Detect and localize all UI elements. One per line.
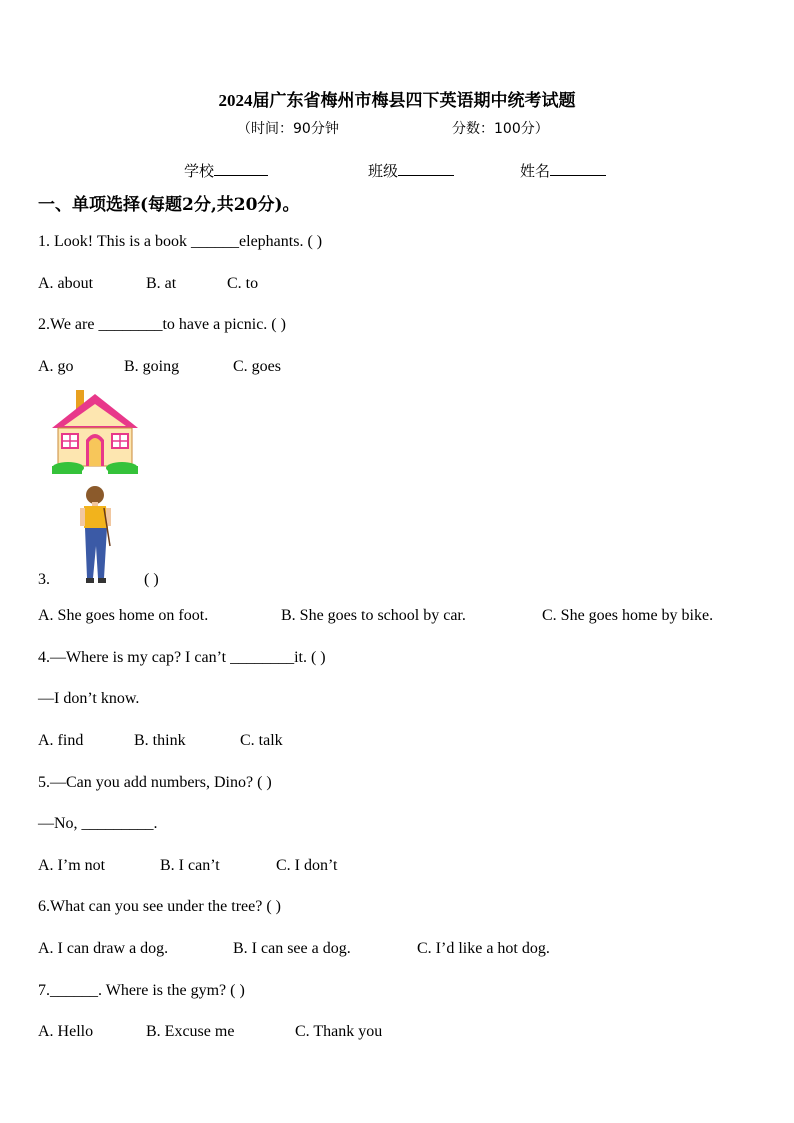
house-image: [50, 388, 140, 478]
question-7: 7.______. Where is the gym? ( ): [38, 982, 245, 999]
class-blank[interactable]: [398, 161, 454, 176]
school-label: 学校: [184, 162, 215, 180]
q4-option-c[interactable]: C. talk: [240, 732, 283, 749]
q7-option-a[interactable]: A. Hello: [38, 1023, 94, 1040]
girl-pants: [85, 528, 107, 578]
q7-option-b[interactable]: B. Excuse me: [146, 1023, 235, 1040]
q2-option-b[interactable]: B. going: [124, 358, 180, 375]
question-5: 5.—Can you add numbers, Dino? ( ): [38, 774, 272, 791]
school-field: [184, 160, 268, 181]
q4-option-a[interactable]: A. find: [38, 732, 84, 749]
q4-option-b[interactable]: B. think: [134, 732, 186, 749]
q6-option-c[interactable]: C. I’d like a hot dog.: [417, 940, 550, 957]
q7-option-c[interactable]: C. Thank you: [295, 1023, 383, 1040]
name-field: [520, 160, 606, 181]
q5-option-c[interactable]: C. I don’t: [276, 857, 338, 874]
question-4: 4.—Where is my cap? I can’t ________it. ( ): [38, 649, 326, 666]
q1-option-c[interactable]: C. to: [227, 275, 259, 292]
class-field: [368, 160, 454, 181]
exam-score: 分数：100分）: [452, 121, 549, 137]
question-3-number: 3.: [38, 571, 50, 588]
question-4-reply: —I don’t know.: [38, 690, 140, 707]
q6-option-a[interactable]: A. I can draw a dog.: [38, 940, 169, 957]
school-blank[interactable]: [214, 161, 268, 176]
question-1: 1. Look! This is a book ______elephants. ( ): [38, 233, 323, 250]
section-heading: 一、单项选择(每题2分,共20分)。: [38, 195, 300, 215]
q2-option-a[interactable]: A. go: [38, 358, 74, 375]
name-label: 姓名: [520, 162, 551, 180]
exam-time: （时间：90分钟: [237, 121, 339, 137]
q6-option-b[interactable]: B. I can see a dog.: [233, 940, 351, 957]
question-3-answer-bracket: ( ): [144, 571, 159, 588]
page-title: 2024届广东省梅州市梅县四下英语期中统考试题: [218, 91, 576, 110]
question-6: 6.What can you see under the tree? ( ): [38, 898, 281, 915]
q1-option-a[interactable]: A. about: [38, 275, 94, 292]
question-5-reply: —No, _________.: [38, 815, 158, 832]
class-label: 班级: [368, 162, 399, 180]
name-blank[interactable]: [550, 161, 606, 176]
walking-girl-image: [76, 486, 116, 586]
q1-option-b[interactable]: B. at: [146, 275, 177, 292]
q5-option-a[interactable]: A. I’m not: [38, 857, 106, 874]
q2-option-c[interactable]: C. goes: [233, 358, 281, 375]
q3-option-c[interactable]: C. She goes home by bike.: [542, 607, 714, 624]
girl-hair: [86, 486, 104, 504]
q5-option-b[interactable]: B. I can’t: [160, 857, 220, 874]
q3-option-b[interactable]: B. She goes to school by car.: [281, 607, 466, 624]
q3-option-a[interactable]: A. She goes home on foot.: [38, 607, 209, 624]
question-2: 2.We are ________to have a picnic. ( ): [38, 316, 286, 333]
